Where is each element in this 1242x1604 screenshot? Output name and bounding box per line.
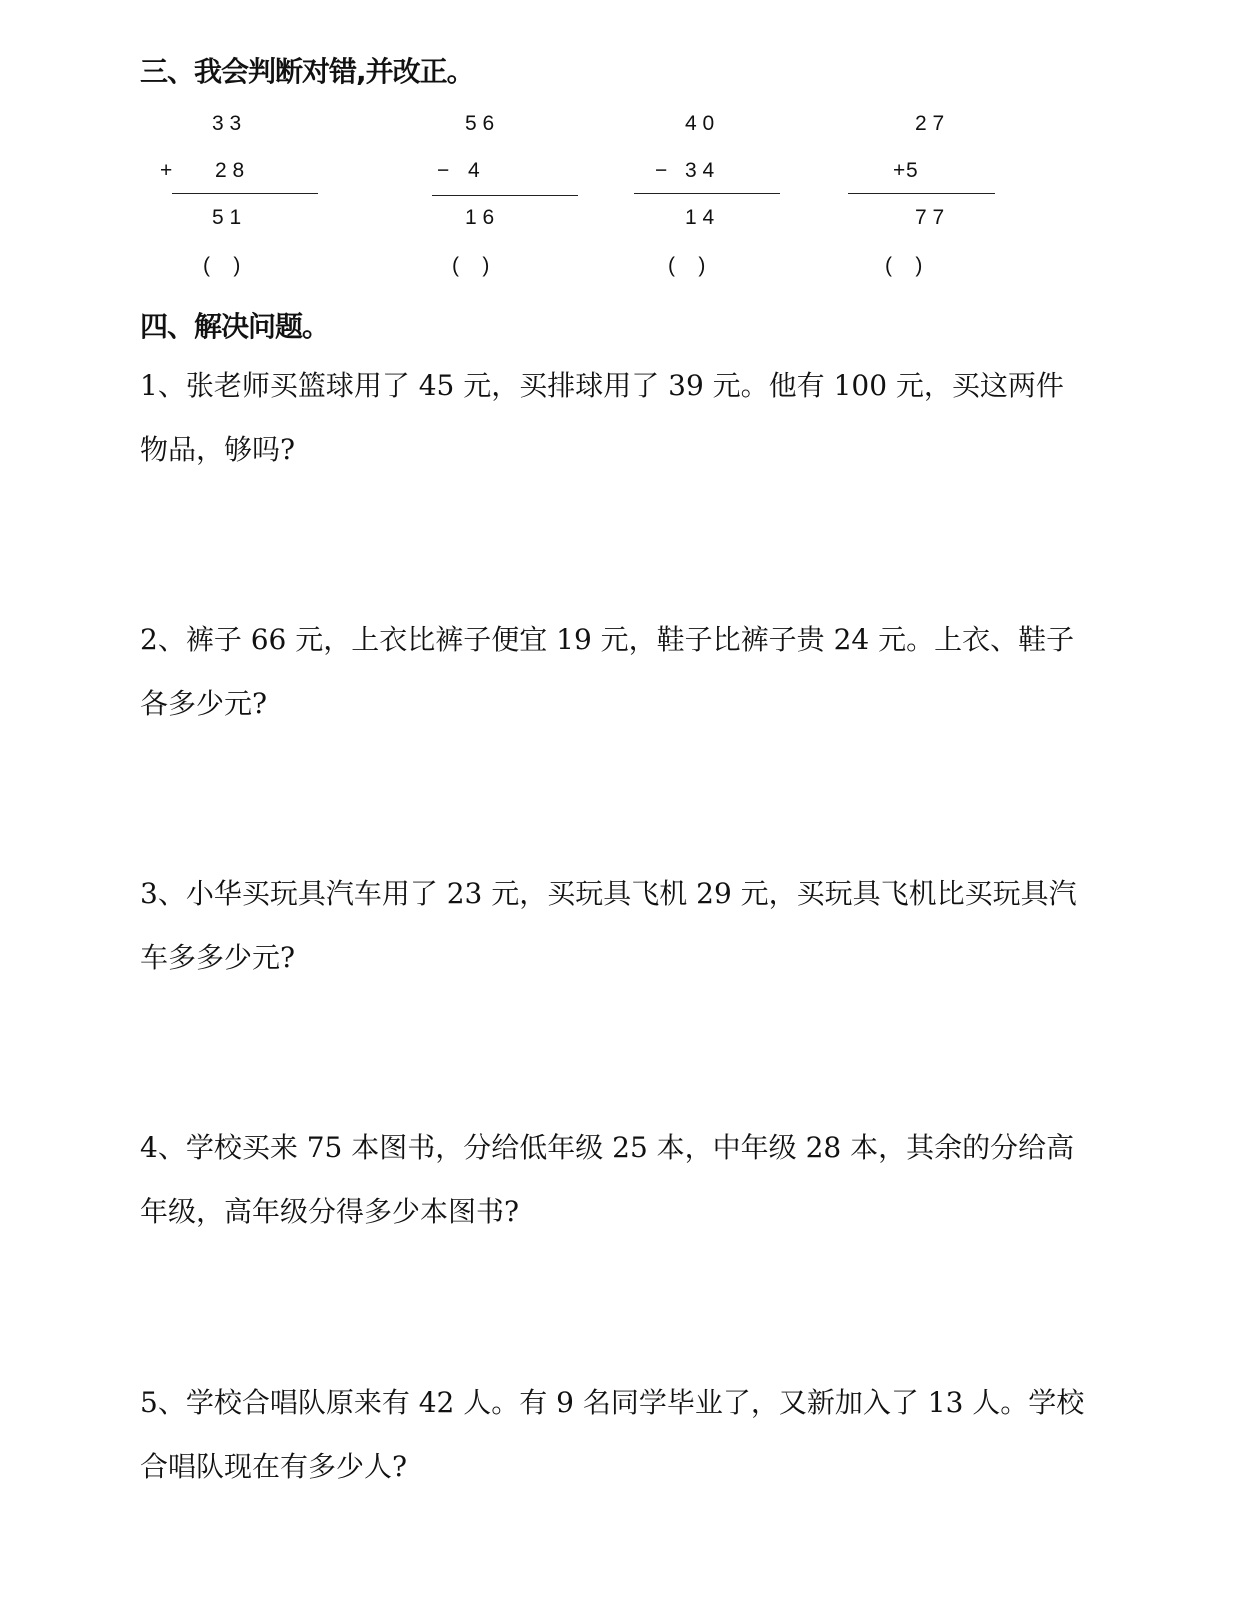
answer-blank[interactable]: ( ) (885, 254, 923, 277)
result: 1 4 (685, 206, 715, 229)
operator: + (160, 159, 173, 182)
result: 5 1 (212, 206, 242, 229)
top-number: 2 7 (915, 112, 945, 135)
question-3: 3、小华买玩具汽车用了 23 元，买玩具飞机 29 元，买玩具飞机比买玩具汽车多多少元? (140, 877, 1077, 974)
operator: − (655, 159, 668, 182)
sum-line (848, 193, 995, 194)
second-number: 4 (468, 159, 480, 182)
question-4: 4、学校买来 75 本图书，分给低年级 25 本，中年级 28 本，其余的分给高年级，高年级分得多少本图书? (140, 1131, 1075, 1228)
question-5: 5、学校合唱队原来有 42 人。有 9 名同学毕业了，又新加入了 13 人。学校合唱队现在有多少人? (140, 1386, 1085, 1483)
result: 7 7 (915, 206, 945, 229)
answer-blank[interactable]: ( ) (203, 254, 241, 277)
answer-blank[interactable]: ( ) (452, 254, 490, 277)
answer-blank[interactable]: ( ) (668, 254, 706, 277)
sum-line (634, 193, 780, 194)
section3-title: 三、我会判断对错,并改正。 (140, 55, 474, 88)
operator: + (893, 159, 906, 182)
top-number: 5 6 (465, 112, 495, 135)
operator: − (437, 159, 450, 182)
sum-line (172, 193, 318, 194)
result: 1 6 (465, 206, 495, 229)
top-number: 4 0 (685, 112, 715, 135)
second-number: 5 (906, 159, 918, 182)
second-number: 3 4 (685, 159, 715, 182)
section4-title: 四、解决问题。 (140, 310, 330, 343)
question-1: 1、张老师买篮球用了 45 元，买排球用了 39 元。他有 100 元，买这两件物品，够吗? (140, 369, 1064, 466)
top-number: 3 3 (212, 112, 242, 135)
sum-line (432, 195, 578, 196)
second-number: 2 8 (215, 159, 245, 182)
question-2: 2、裤子 66 元，上衣比裤子便宜 19 元，鞋子比裤子贵 24 元。上衣、鞋子各多少元? (140, 623, 1075, 720)
